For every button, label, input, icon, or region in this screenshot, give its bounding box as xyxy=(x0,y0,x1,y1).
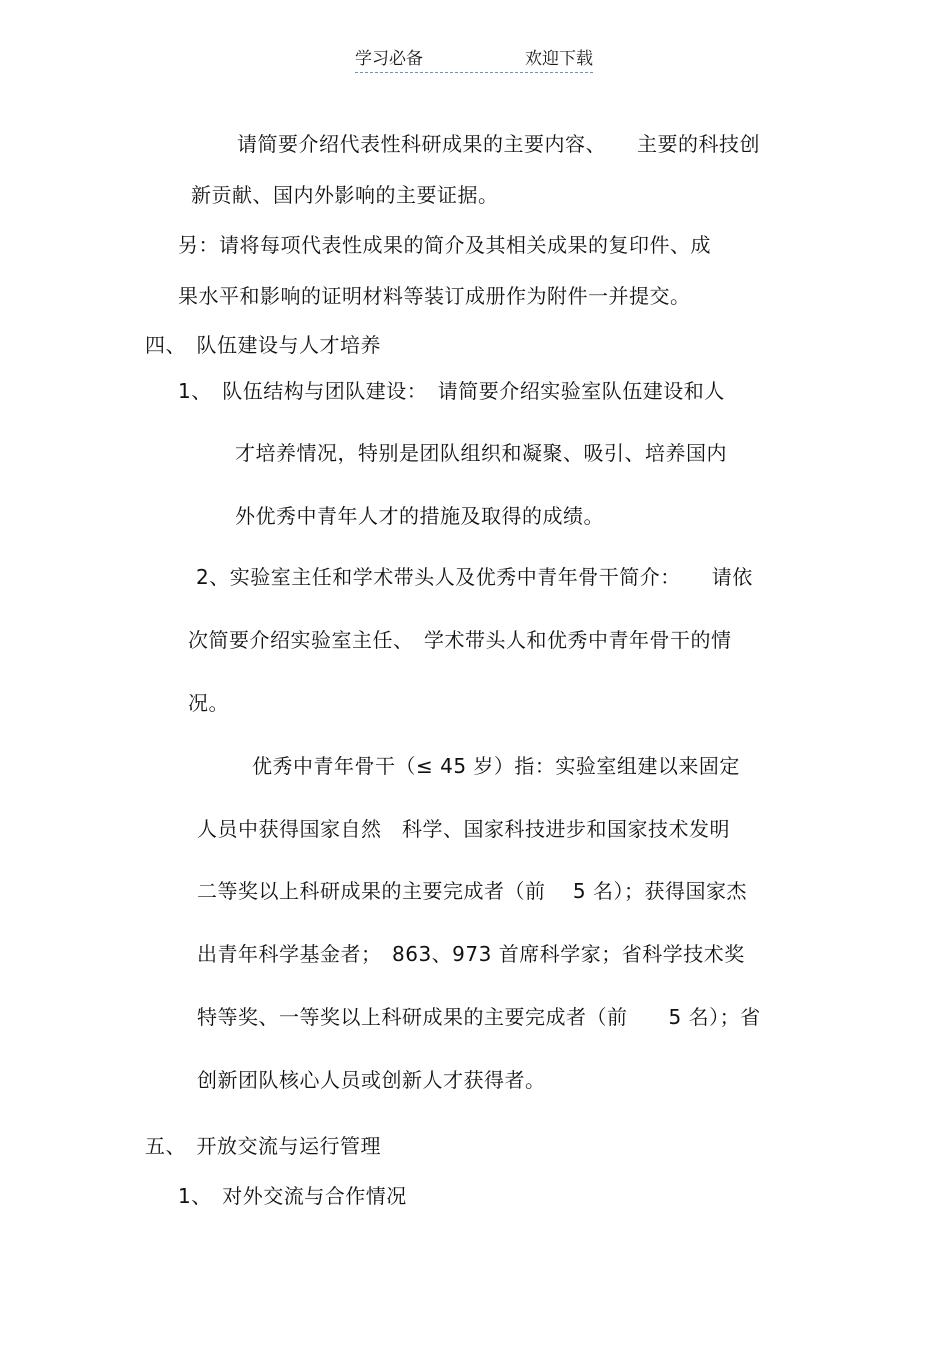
subsection-heading: 2、实验室主任和学术带头人及优秀中青年骨干简介： 请依 xyxy=(196,565,753,589)
paragraph-line: 外优秀中青年人才的措施及取得的成绩。 xyxy=(235,504,604,528)
paragraph-line: 出青年科学基金者； 863、973 首席科学家；省科学技术奖 xyxy=(197,942,745,966)
paragraph-line: 创新团队核心人员或创新人才获得者。 xyxy=(197,1068,546,1092)
paragraph-line: 新贡献、国内外影响的主要证据。 xyxy=(191,183,499,207)
paragraph-line: 请简要介绍代表性科研成果的主要内容、 主要的科技创 xyxy=(237,132,760,156)
section-heading: 五、 开放交流与运行管理 xyxy=(145,1134,381,1158)
section-heading: 四、 队伍建设与人才培养 xyxy=(145,333,381,357)
header-left-text: 学习必备 xyxy=(355,49,423,69)
paragraph-line: 况。 xyxy=(188,691,229,715)
paragraph-line: 另：请将每项代表性成果的简介及其相关成果的复印件、成 xyxy=(178,233,711,257)
subsection-heading: 1、 对外交流与合作情况 xyxy=(178,1184,407,1208)
paragraph-line: 人员中获得国家自然 科学、国家科技进步和国家技术发明 xyxy=(197,817,730,841)
subsection-heading: 1、 队伍结构与团队建设： 请简要介绍实验室队伍建设和人 xyxy=(178,379,725,403)
header-right-text: 欢迎下载 xyxy=(525,49,593,69)
paragraph-line: 特等奖、一等奖以上科研成果的主要完成者（前 5 名）；省 xyxy=(197,1005,761,1029)
paragraph-line: 次简要介绍实验室主任、 学术带头人和优秀中青年骨干的情 xyxy=(188,628,732,652)
page-header xyxy=(355,48,593,73)
paragraph-line: 果水平和影响的证明材料等装订成册作为附件一并提交。 xyxy=(178,284,691,308)
paragraph-line: 二等奖以上科研成果的主要完成者（前 5 名）；获得国家杰 xyxy=(197,879,747,903)
paragraph-line: 优秀中青年骨干（≤ 45 岁）指：实验室组建以来固定 xyxy=(252,754,740,778)
paragraph-line: 才培养情况，特别是团队组织和凝聚、吸引、培养国内 xyxy=(235,441,727,465)
